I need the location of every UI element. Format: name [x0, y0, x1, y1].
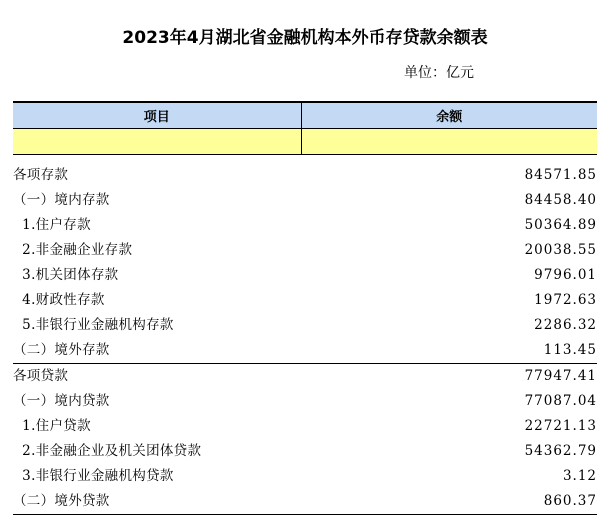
band-cell — [301, 129, 597, 155]
row-item: 3.非银行业金融机构贷款 — [13, 468, 174, 484]
table-row — [13, 238, 597, 263]
balance-table — [13, 101, 597, 515]
row-value: 50364.89 — [524, 217, 597, 233]
table-row — [13, 313, 597, 338]
row-value: 2286.32 — [534, 317, 597, 333]
column-header-item: 项目 — [13, 102, 301, 129]
row-value: 77087.04 — [524, 393, 597, 409]
highlight-band — [13, 129, 597, 155]
table-row — [13, 163, 597, 188]
spacer-row — [13, 155, 597, 164]
column-header-balance: 余额 — [301, 102, 597, 129]
row-value: 54362.79 — [524, 443, 597, 459]
table-row — [13, 439, 597, 464]
table-header-row — [13, 102, 597, 129]
table-row — [13, 364, 597, 390]
row-item: （一）境内贷款 — [13, 393, 110, 409]
table-row — [13, 288, 597, 313]
row-item: 1.住户存款 — [13, 217, 91, 233]
document-title: 2023年4月湖北省金融机构本外币存贷款余额表 — [122, 28, 488, 48]
row-value: 84571.85 — [524, 167, 597, 183]
row-value: 22721.13 — [524, 418, 597, 434]
row-value: 20038.55 — [524, 242, 597, 258]
table-row — [13, 389, 597, 414]
table-row — [13, 338, 597, 364]
table-row — [13, 489, 597, 515]
row-value: 860.37 — [301, 489, 597, 515]
row-item: （一）境内存款 — [13, 192, 110, 208]
row-value: 113.45 — [543, 342, 597, 358]
unit-label: 单位：亿元 — [404, 65, 474, 81]
table-row — [13, 213, 597, 238]
row-item: 3.机关团体存款 — [13, 267, 119, 283]
row-value: 77947.41 — [301, 364, 597, 390]
row-item: 各项贷款 — [13, 364, 301, 390]
row-item: 5.非银行业金融机构存款 — [13, 317, 174, 333]
table-row — [13, 263, 597, 288]
row-item: （二）境外贷款 — [13, 489, 301, 515]
row-value: 3.12 — [562, 468, 597, 484]
row-item: 1.住户贷款 — [13, 418, 91, 434]
row-value: 84458.40 — [524, 192, 597, 208]
row-value: 9796.01 — [534, 267, 597, 283]
table-row — [13, 414, 597, 439]
row-item: 4.财政性存款 — [13, 292, 105, 308]
table-row — [13, 188, 597, 213]
row-item: 2.非金融企业存款 — [13, 242, 133, 258]
row-item: 各项存款 — [13, 167, 69, 183]
row-item: （二）境外存款 — [13, 342, 110, 358]
table-row — [13, 464, 597, 489]
band-cell — [13, 129, 301, 155]
row-value: 1972.63 — [534, 292, 597, 308]
row-item: 2.非金融企业及机关团体贷款 — [13, 443, 202, 459]
